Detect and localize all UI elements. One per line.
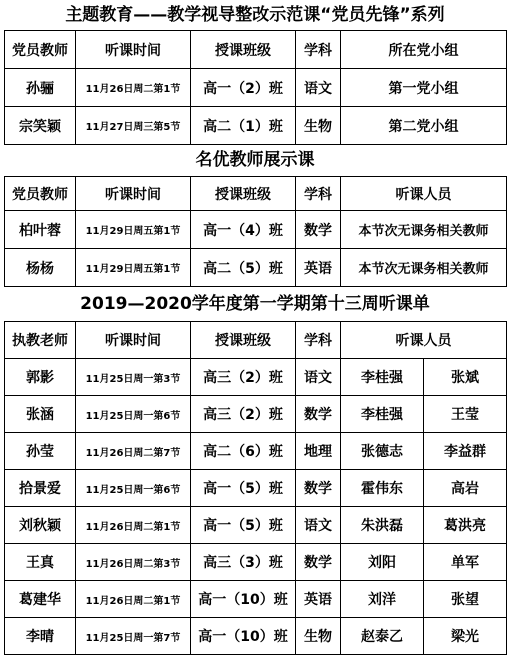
time-cell: 11月26日周二第1节: [76, 507, 191, 544]
teacher-cell: 杨杨: [5, 249, 76, 287]
table-row: [5, 211, 507, 249]
section3-table: [4, 321, 507, 655]
teacher-cell: 葛建华: [5, 581, 76, 618]
table-row: [5, 107, 507, 145]
table-row: [5, 69, 507, 107]
attendee-cell: 霍伟东: [341, 470, 424, 507]
subject-cell: 数学: [296, 211, 341, 249]
attendee-cell: 张德志: [341, 433, 424, 470]
subject-cell: 语文: [296, 507, 341, 544]
time-cell: 11月25日周一第3节: [76, 359, 191, 396]
table-row: [5, 618, 507, 655]
time-cell: 11月25日周一第6节: [76, 470, 191, 507]
subject-cell: 英语: [296, 249, 341, 287]
attendee-cell: 刘阳: [341, 544, 424, 581]
teacher-cell: 宗笑颖: [5, 107, 76, 145]
attendee-cell: 赵泰乙: [341, 618, 424, 655]
header-cell: 听课人员: [341, 322, 507, 359]
table-row: [5, 359, 507, 396]
time-cell: 11月26日周二第7节: [76, 433, 191, 470]
class-cell: 高一（2）班: [191, 69, 296, 107]
table-row: [5, 396, 507, 433]
time-cell: 11月26日周二第3节: [76, 544, 191, 581]
group-cell: 第一党小组: [341, 69, 507, 107]
table-row: [5, 507, 507, 544]
section2-table: [4, 176, 507, 287]
attendees-cell: 本节次无课务相关教师: [341, 211, 507, 249]
attendee-cell: 李益群: [424, 433, 507, 470]
class-cell: 高一（5）班: [191, 507, 296, 544]
subject-cell: 数学: [296, 396, 341, 433]
table-row: [5, 433, 507, 470]
class-cell: 高二（1）班: [191, 107, 296, 145]
attendee-cell: 张望: [424, 581, 507, 618]
teacher-cell: 张涵: [5, 396, 76, 433]
header-cell: 听课时间: [76, 177, 191, 211]
class-cell: 高三（2）班: [191, 396, 296, 433]
header-cell: 听课时间: [76, 31, 191, 69]
class-cell: 高二（5）班: [191, 249, 296, 287]
header-cell: 授课班级: [191, 322, 296, 359]
attendee-cell: 梁光: [424, 618, 507, 655]
attendees-cell: 本节次无课务相关教师: [341, 249, 507, 287]
table-row: [5, 249, 507, 287]
header-cell: 授课班级: [191, 31, 296, 69]
header-cell: 学科: [296, 177, 341, 211]
section2-header-row: [5, 177, 507, 211]
header-cell: 党员教师: [5, 177, 76, 211]
header-cell: 授课班级: [191, 177, 296, 211]
time-cell: 11月25日周一第7节: [76, 618, 191, 655]
table-row: [5, 581, 507, 618]
subject-cell: 英语: [296, 581, 341, 618]
attendee-cell: 张斌: [424, 359, 507, 396]
class-cell: 高一（10）班: [191, 581, 296, 618]
class-cell: 高一（4）班: [191, 211, 296, 249]
subject-cell: 语文: [296, 69, 341, 107]
attendee-cell: 李桂强: [341, 396, 424, 433]
teacher-cell: 王真: [5, 544, 76, 581]
subject-cell: 数学: [296, 470, 341, 507]
section2-title: 名优教师展示课: [195, 150, 315, 170]
class-cell: 高三（2）班: [191, 359, 296, 396]
table-row: [5, 470, 507, 507]
header-cell: 执教老师: [5, 322, 76, 359]
header-cell: 听课时间: [76, 322, 191, 359]
section1-header-row: [5, 31, 507, 69]
subject-cell: 地理: [296, 433, 341, 470]
attendee-cell: 李桂强: [341, 359, 424, 396]
subject-cell: 数学: [296, 544, 341, 581]
subject-cell: 生物: [296, 618, 341, 655]
subject-cell: 语文: [296, 359, 341, 396]
time-cell: 11月29日周五第1节: [76, 249, 191, 287]
time-cell: 11月26日周二第1节: [76, 69, 191, 107]
header-cell: 学科: [296, 322, 341, 359]
teacher-cell: 拾景爱: [5, 470, 76, 507]
section1-table: [4, 30, 507, 145]
group-cell: 第二党小组: [341, 107, 507, 145]
teacher-cell: 孙骊: [5, 69, 76, 107]
teacher-cell: 孙莹: [5, 433, 76, 470]
teacher-cell: 刘秋颖: [5, 507, 76, 544]
table-row: [5, 544, 507, 581]
attendee-cell: 刘洋: [341, 581, 424, 618]
header-cell: 党员教师: [5, 31, 76, 69]
attendee-cell: 高岩: [424, 470, 507, 507]
teacher-cell: 柏叶蓉: [5, 211, 76, 249]
class-cell: 高三（3）班: [191, 544, 296, 581]
attendee-cell: 单军: [424, 544, 507, 581]
attendee-cell: 葛洪亮: [424, 507, 507, 544]
class-cell: 高一（10）班: [191, 618, 296, 655]
subject-cell: 生物: [296, 107, 341, 145]
header-cell: 学科: [296, 31, 341, 69]
teacher-cell: 郭影: [5, 359, 76, 396]
header-cell: 所在党小组: [341, 31, 507, 69]
section3-header-row: [5, 322, 507, 359]
time-cell: 11月26日周二第1节: [76, 581, 191, 618]
attendee-cell: 王莹: [424, 396, 507, 433]
teacher-cell: 李晴: [5, 618, 76, 655]
section1-title: 主题教育——教学视导整改示范课“党员先锋”系列: [65, 5, 445, 25]
class-cell: 高一（5）班: [191, 470, 296, 507]
time-cell: 11月25日周一第6节: [76, 396, 191, 433]
header-cell: 听课人员: [341, 177, 507, 211]
time-cell: 11月27日周三第5节: [76, 107, 191, 145]
time-cell: 11月29日周五第1节: [76, 211, 191, 249]
class-cell: 高二（6）班: [191, 433, 296, 470]
section3-title: 2019—2020学年度第一学期第十三周听课单: [80, 294, 430, 314]
attendee-cell: 朱洪磊: [341, 507, 424, 544]
